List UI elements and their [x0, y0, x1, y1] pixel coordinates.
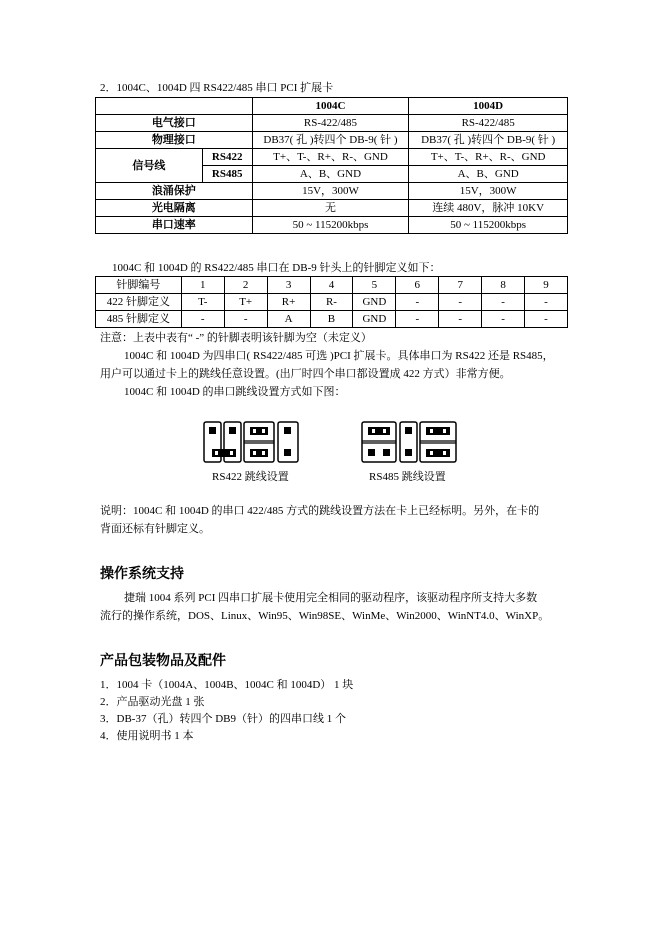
rs422-jumper-label: RS422 跳线设置	[212, 471, 289, 483]
table-cell: 50 ~ 115200kbps	[409, 217, 568, 234]
pin-number: 4	[310, 277, 353, 294]
pin-number: 5	[353, 277, 396, 294]
pin-table	[95, 276, 568, 328]
jumper-cap	[426, 449, 450, 457]
table-cell: -	[439, 311, 482, 328]
jumper-cap	[250, 449, 268, 457]
list-item: 3．DB-37（孔）转四个 DB9（针）的四串口线 1 个	[100, 713, 346, 725]
jumper-cap	[250, 427, 268, 435]
rs485-jumper-diagram	[358, 418, 462, 466]
table-cell: -	[181, 311, 224, 328]
paragraph-line: 1004C 和 1004D 为四串口( RS422/485 可选 )PCI 扩展卡。具体串口为 RS422 还是 RS485，	[124, 350, 554, 362]
table-cell: -	[482, 294, 525, 311]
pin	[229, 427, 236, 434]
table-cell: 15V，300W	[252, 183, 409, 200]
table-cell: T+	[224, 294, 267, 311]
table-cell: R-	[310, 294, 353, 311]
jumper-cap	[426, 427, 450, 435]
row-sublabel: RS422	[202, 149, 252, 166]
table-cell: DB37( 孔 )转四个 DB-9( 针 )	[252, 132, 409, 149]
row-label: 光电隔离	[96, 200, 253, 217]
list-item: 4．使用说明书 1 本	[100, 730, 194, 742]
list-item: 2．产品驱动光盘 1 张	[100, 696, 205, 708]
rs485-jumper-label: RS485 跳线设置	[369, 471, 446, 483]
pin-number: 9	[525, 277, 568, 294]
table-row	[96, 132, 568, 149]
table-cell: RS-422/485	[409, 115, 568, 132]
table-header-1004d: 1004D	[409, 98, 568, 115]
table-cell: T+、T-、R+、R-、GND	[252, 149, 409, 166]
table-cell: T+、T-、R+、R-、GND	[409, 149, 568, 166]
section-title: 2．1004C、1004D 四 RS422/485 串口 PCI 扩展卡	[100, 82, 334, 94]
table-row	[96, 115, 568, 132]
spec-table	[95, 97, 568, 234]
pin	[383, 449, 390, 456]
pin-number: 7	[439, 277, 482, 294]
package-contents-heading: 产品包装物品及配件	[100, 653, 226, 669]
table-cell: 15V，300W	[409, 183, 568, 200]
list-item: 1．1004 卡（1004A、1004B、1004C 和 1004D） 1 块	[100, 679, 354, 691]
table-row	[96, 277, 568, 294]
table-row	[96, 311, 568, 328]
table-cell: 无	[252, 200, 409, 217]
paragraph-line: 1004C 和 1004D 的串口跳线设置方式如下图：	[124, 386, 346, 398]
pin	[405, 449, 412, 456]
jumper-cap	[368, 427, 390, 435]
table-cell: -	[439, 294, 482, 311]
table-cell: 50 ~ 115200kbps	[252, 217, 409, 234]
table-cell: B	[310, 311, 353, 328]
paragraph-line: 背面还标有针脚定义。	[100, 523, 210, 535]
table-cell: -	[396, 294, 439, 311]
pin	[209, 427, 216, 434]
row-label: 串口速率	[96, 217, 253, 234]
table-row	[96, 294, 568, 311]
pin-number: 1	[181, 277, 224, 294]
table-cell: GND	[353, 311, 396, 328]
table-cell: A、B、GND	[252, 166, 409, 183]
row-label: 物理接口	[96, 132, 253, 149]
table-cell: -	[525, 294, 568, 311]
table-row	[96, 217, 568, 234]
paragraph-line: 用户可以通过卡上的跳线任意设置。(出厂时四个串口都设置成 422 方式）非常方便。	[100, 368, 511, 380]
table-cell: R+	[267, 294, 310, 311]
table-cell: DB37( 孔 )转四个 DB-9( 针 )	[409, 132, 568, 149]
table-row	[96, 183, 568, 200]
row-label: 485 针脚定义	[96, 311, 182, 328]
paragraph-line: 说明：1004C 和 1004D 的串口 422/485 方式的跳线设置方法在卡上已经标明。另外，在卡的	[100, 505, 540, 517]
table-cell: 连续 480V，脉冲 10KV	[409, 200, 568, 217]
rs422-jumper-diagram	[200, 418, 304, 466]
paragraph-line: 流行的操作系统，DOS、Linux、Win95、Win98SE、WinMe、Win2000、WinNT4.0、WinXP。	[100, 610, 550, 622]
table-cell: A	[267, 311, 310, 328]
table-row	[96, 200, 568, 217]
pin-intro: 1004C 和 1004D 的 RS422/485 串口在 DB-9 针头上的针脚定义如下：	[112, 262, 441, 274]
pin	[405, 427, 412, 434]
row-label: 422 针脚定义	[96, 294, 182, 311]
table-cell: GND	[353, 294, 396, 311]
table-cell: A、B、GND	[409, 166, 568, 183]
table-header-1004c: 1004C	[252, 98, 409, 115]
row-label: 信号线	[96, 149, 203, 183]
table-cell: -	[224, 311, 267, 328]
row-sublabel: RS485	[202, 166, 252, 183]
pin	[284, 427, 291, 434]
row-label: 针脚编号	[96, 277, 182, 294]
pin-number: 2	[224, 277, 267, 294]
table-cell: RS-422/485	[252, 115, 409, 132]
pin	[284, 449, 291, 456]
row-label: 电气接口	[96, 115, 253, 132]
table-cell: -	[396, 311, 439, 328]
table-cell: -	[482, 311, 525, 328]
table-cell	[96, 98, 253, 115]
table-row	[96, 149, 568, 166]
note: 注意：上表中表有“ -” 的针脚表明该针脚为空（未定义）	[100, 332, 372, 344]
row-label: 浪涌保护	[96, 183, 253, 200]
os-support-heading: 操作系统支持	[100, 566, 184, 582]
paragraph-line: 捷瑞 1004 系列 PCI 四串口扩展卡使用完全相同的驱动程序，该驱动程序所支持大多数	[124, 592, 538, 604]
pin	[368, 449, 375, 456]
table-row	[96, 98, 568, 115]
table-cell: -	[525, 311, 568, 328]
pin-number: 6	[396, 277, 439, 294]
table-cell: T-	[181, 294, 224, 311]
pin-number: 3	[267, 277, 310, 294]
pin-number: 8	[482, 277, 525, 294]
